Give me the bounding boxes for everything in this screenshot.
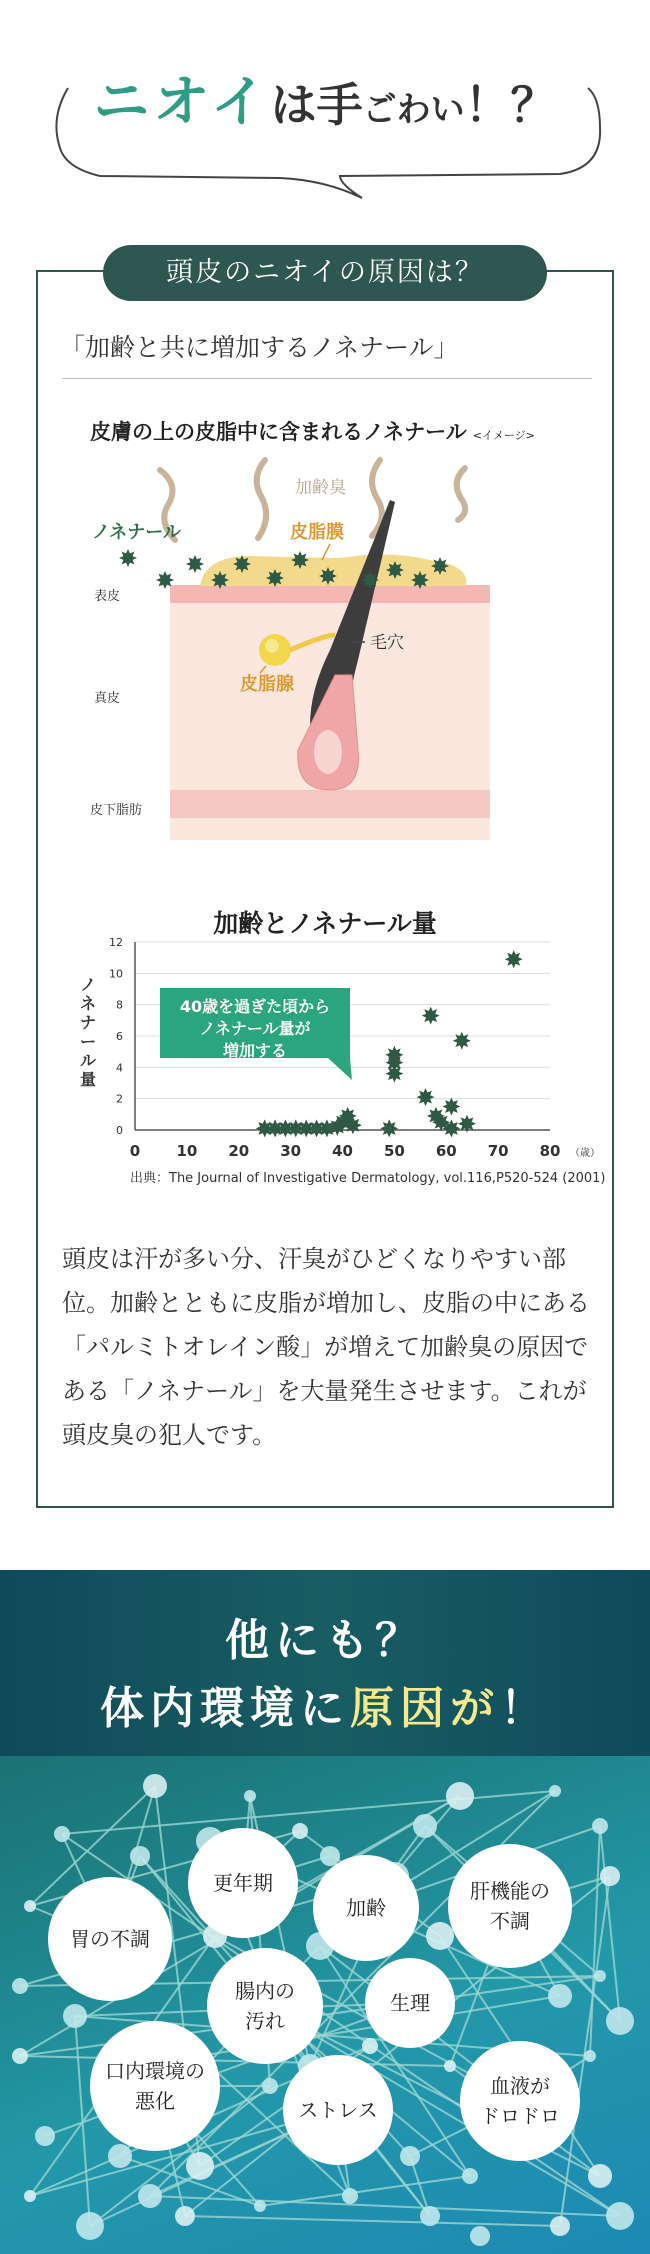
x-tick-label: 70	[487, 1142, 509, 1160]
cause-label: 腸内の 汚れ	[235, 1979, 295, 2033]
network-node	[606, 2007, 634, 2035]
nonenal-molecule	[411, 571, 429, 589]
network-node	[600, 1866, 620, 1886]
subcutaneous-label: 皮下脂肪	[90, 803, 143, 818]
nonenal-molecule	[361, 571, 379, 589]
nonenal-molecule	[119, 549, 137, 567]
page-title: ニオイは手ごわい！？	[93, 69, 557, 135]
other-causes-title-line2: 体内環境に原因が！	[100, 1683, 550, 1734]
network-node	[594, 1970, 606, 1982]
subcutaneous-band	[170, 790, 490, 818]
data-point	[344, 1116, 362, 1134]
network-node	[550, 2216, 570, 2236]
network-link	[62, 1791, 555, 1834]
cause-label: 血液が ドロドロ	[480, 2074, 560, 2128]
network-node	[63, 2004, 87, 2028]
y-axis-label: ナ	[79, 1013, 97, 1032]
epidermis-band	[170, 585, 490, 603]
y-tick-label: 12	[109, 936, 123, 949]
nonenal-molecule	[386, 561, 404, 579]
body-paragraph: 頭皮は汗が多い分、汗臭がひどくなりやすい部位。加齢とともに皮脂が増加し、皮脂の中にある「パルミトオレイン酸」が増えて加齢臭の原因である「ノネナール」を大量発生させます。これが頭皮臭の犯人です。	[62, 1245, 590, 1449]
dermis-label: 真皮	[94, 691, 121, 706]
data-point	[422, 1007, 440, 1025]
cause-label: 生理	[390, 1991, 430, 2015]
divider	[62, 378, 592, 379]
nonenal-molecule	[266, 569, 284, 587]
network-node	[549, 1785, 561, 1797]
network-node	[186, 2152, 214, 2180]
network-node	[35, 2126, 55, 2146]
y-axis-label: ネ	[79, 994, 97, 1013]
network-link	[150, 2196, 620, 2216]
y-tick-label: 4	[116, 1061, 123, 1075]
annotation-line: 40歳を過ぎた頃から	[179, 997, 331, 1016]
network-node	[606, 2202, 634, 2230]
network-link	[590, 1826, 600, 2056]
cause-label: 胃の不調	[70, 1927, 150, 1951]
y-tick-label: 10	[109, 967, 123, 981]
cause-label: 加齢	[346, 1896, 386, 1920]
x-tick-label: 40	[332, 1142, 353, 1160]
y-tick-label: 2	[116, 1092, 123, 1106]
cause-section-label: 頭皮のニオイの原因は？	[103, 245, 547, 301]
network-node	[420, 2206, 440, 2226]
data-point	[453, 1032, 471, 1050]
network-node	[588, 2164, 612, 2188]
network-node	[444, 2060, 456, 2072]
y-axis-label: ノ	[79, 975, 97, 994]
nonenal-molecule	[156, 571, 174, 589]
network-node	[342, 2188, 358, 2204]
cause-network	[0, 1756, 650, 2254]
network-node	[130, 1846, 150, 1866]
nonenal-molecule	[233, 555, 251, 573]
nonenal-molecule	[291, 551, 309, 569]
odor-label: 加齢臭	[295, 478, 346, 498]
epidermis-label: 表皮	[94, 589, 121, 604]
cause-label: 口内環境の 悪化	[105, 2059, 205, 2113]
nonenal-molecule	[431, 557, 449, 575]
nonenal-label: ノネナール	[92, 522, 181, 543]
cause-label: ストレス	[298, 2098, 378, 2122]
x-tick-label: 50	[383, 1142, 405, 1160]
network-node	[76, 2212, 104, 2240]
data-point	[458, 1115, 476, 1133]
data-point	[417, 1088, 435, 1106]
x-unit: （歳）	[570, 1148, 600, 1159]
data-point	[385, 1046, 403, 1064]
y-axis-label: ー	[79, 1032, 97, 1051]
section-subheading: 「加齢と共に増加するノネナール」	[60, 333, 459, 362]
network-node	[584, 2050, 596, 2062]
x-tick-label: 80	[539, 1142, 561, 1160]
network-node	[143, 1774, 167, 1798]
chart-title: 加齢とノネナール量	[213, 909, 437, 938]
network-node	[254, 2200, 266, 2212]
network-node	[413, 1814, 437, 1838]
diagram-title: 皮膚の上の皮脂中に含まれるノネナール <イメージ>	[90, 420, 535, 444]
sebum-film-label: 皮脂膜	[290, 522, 344, 543]
network-node	[592, 1818, 608, 1834]
network-node	[12, 1978, 28, 1994]
pore-label: 毛穴	[370, 633, 404, 653]
network-node	[400, 2146, 420, 2166]
x-tick-label: 10	[176, 1142, 198, 1160]
x-tick-label: 20	[228, 1142, 250, 1160]
network-node	[54, 1826, 70, 1842]
y-tick-label: 8	[116, 998, 123, 1012]
nonenal-molecule	[211, 571, 229, 589]
network-node	[262, 2078, 278, 2094]
gland-label: 皮脂腺	[240, 674, 294, 695]
y-axis-label: ル	[79, 1051, 97, 1070]
y-tick-label: 6	[116, 1030, 123, 1043]
network-node	[244, 1790, 256, 1802]
network-node	[175, 2206, 195, 2226]
network-node	[446, 1782, 474, 1810]
x-tick-label: 30	[280, 1142, 302, 1160]
annotation-line: 増加する	[222, 1041, 288, 1060]
chart-source: 出典：The Journal of Investigative Dermatology, vol.116,P520-524 (2001)	[130, 1171, 606, 1186]
annotation-line: ノネナール量が	[199, 1019, 311, 1038]
y-axis-label: 量	[79, 1070, 97, 1089]
data-point	[380, 1119, 398, 1137]
other-causes-title-line1: 他にも？	[225, 1615, 425, 1666]
data-point	[505, 950, 523, 968]
x-tick-label: 0	[129, 1142, 141, 1160]
nonenal-molecule	[186, 555, 204, 573]
network-node	[138, 2184, 162, 2208]
network-link	[185, 2216, 560, 2226]
network-node	[24, 2190, 36, 2202]
nonenal-age-chart	[60, 930, 600, 1170]
x-tick-label: 60	[435, 1142, 457, 1160]
nonenal-molecule	[319, 567, 337, 585]
network-node	[12, 2048, 28, 2064]
data-point	[442, 1098, 460, 1116]
cause-label: 更年期	[213, 1871, 273, 1895]
network-node	[24, 1900, 36, 1912]
network-node	[462, 2168, 478, 2184]
network-node	[470, 2226, 490, 2246]
y-tick-label: 0	[116, 1124, 123, 1137]
skin-diagram	[90, 460, 560, 840]
network-node	[548, 1984, 572, 2008]
cause-label: 肝機能の 不調	[470, 1879, 550, 1933]
